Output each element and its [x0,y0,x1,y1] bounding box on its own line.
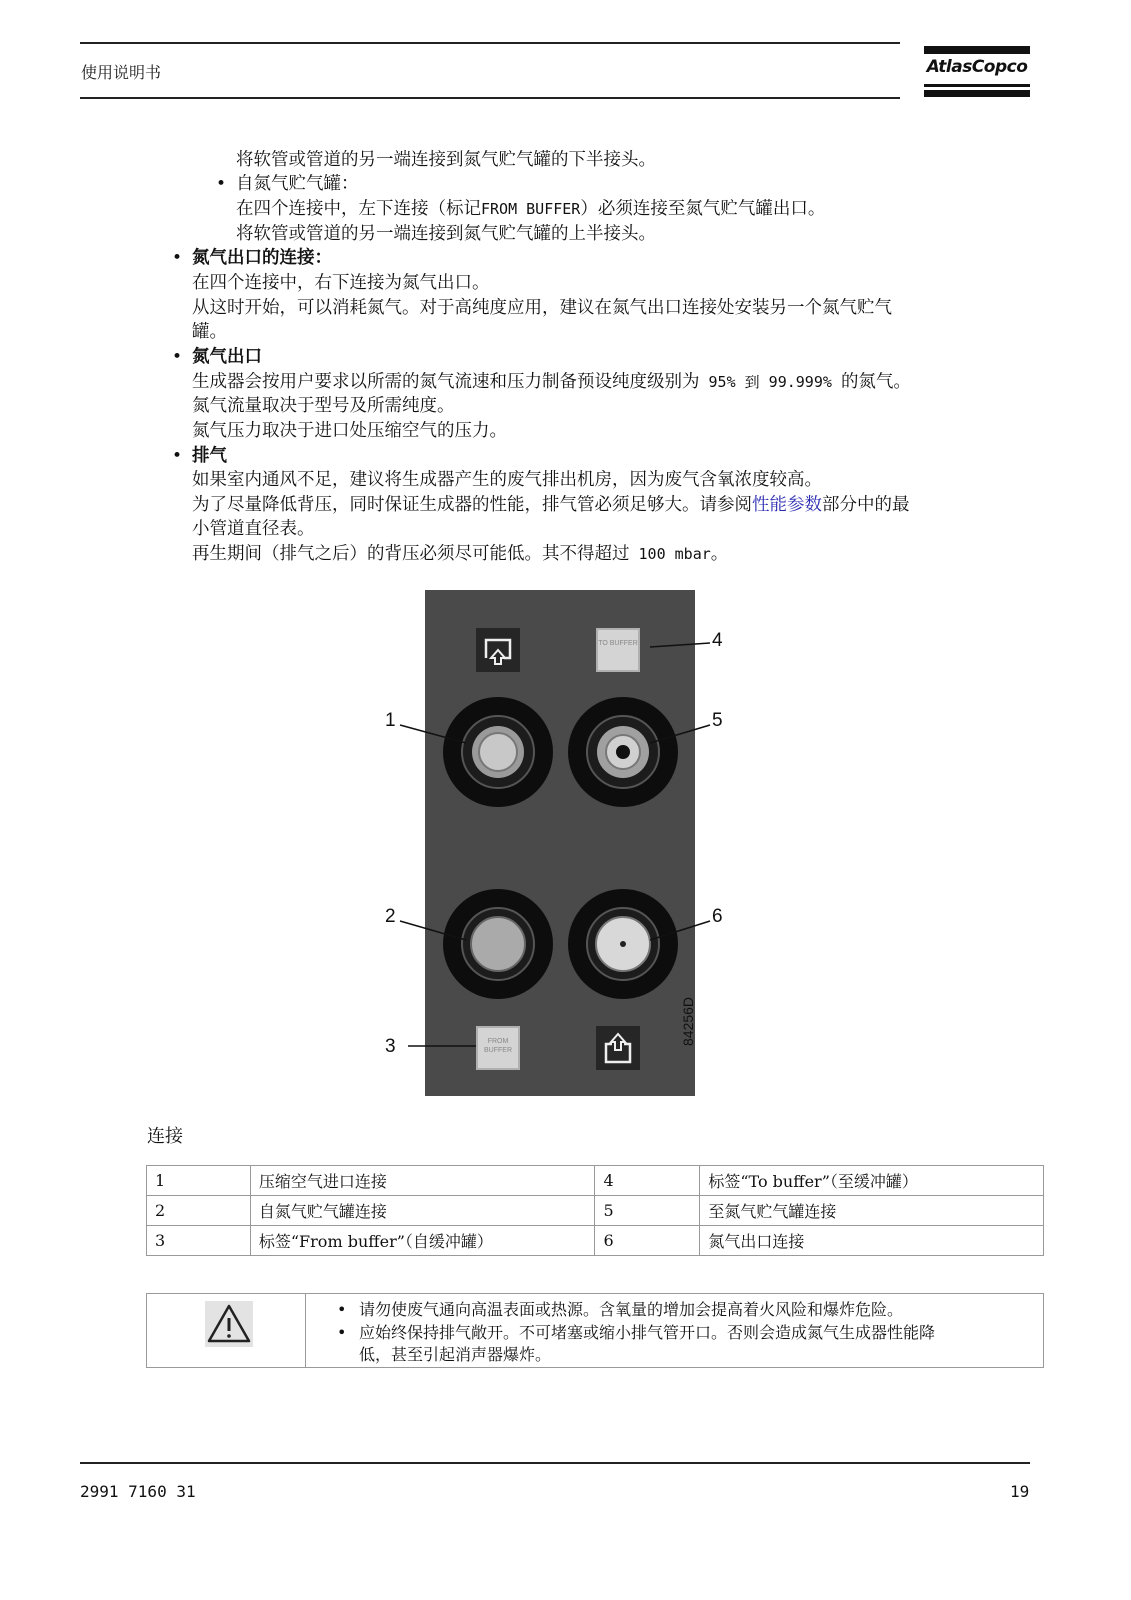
warning-box [146,1293,1044,1368]
callout-2: 2 [385,906,396,927]
logo-text: AtlasCopco [926,57,1028,77]
figure-caption: 连接 [147,1126,183,1147]
header-rule-bottom [80,97,900,99]
table-cell: 5 [595,1196,700,1226]
text-line: 再生期间（排气之后）的背压必须尽可能低。其不得超过 100 mbar。 [192,544,729,564]
connections-figure [380,588,740,1098]
table-cell: 自氮气贮气罐连接 [250,1196,595,1226]
bullet-icon: • [337,1323,347,1342]
text-line: 氮气流量取决于型号及所需纯度。 [192,396,455,416]
table-cell: 6 [595,1226,700,1256]
text-line: 将软管或管道的另一端连接到氮气贮气罐的下半接头。 [236,150,656,170]
section-heading: 排气 [192,446,227,466]
table-cell: 3 [147,1226,251,1256]
bullet-icon: • [337,1300,347,1319]
bullet-icon: • [172,248,183,268]
document-number: 2991 7160 31 [80,1482,196,1501]
connections-table [146,1165,1044,1256]
callout-4: 4 [712,630,723,651]
from-buffer-tag: FROM BUFFER [476,1026,520,1070]
warning-text: 应始终保持排气敞开。不可堵塞或缩小排气管开口。否则会造成氮气生成器性能降 [359,1323,936,1342]
callout-6: 6 [712,906,723,927]
section-heading: 氮气出口的连接： [192,248,332,268]
table-cell: 标签“To buffer”（至缓冲罐） [700,1166,1044,1196]
text-line: 自氮气贮气罐： [236,174,359,194]
table-cell: 至氮气贮气罐连接 [700,1196,1044,1226]
text-line: 将软管或管道的另一端连接到氮气贮气罐的上半接头。 [236,224,656,244]
callout-1: 1 [385,710,396,731]
section-heading: 氮气出口 [192,347,262,367]
footer-rule [80,1462,1030,1464]
text-line: 氮气压力取决于进口处压缩空气的压力。 [192,421,507,441]
text-line: 如果室内通风不足，建议将生成器产生的废气排出机房，因为废气含氧浓度较高。 [192,470,822,490]
table-cell: 4 [595,1166,700,1196]
text-line: 从这时开始，可以消耗氮气。对于高纯度应用，建议在氮气出口连接处安装另一个氮气贮气 [192,298,892,318]
header-rule-top [80,42,900,44]
warning-text: 低，甚至引起消声器爆炸。 [359,1345,552,1364]
table-row [147,1166,1044,1196]
table-cell: 1 [147,1166,251,1196]
bullet-icon: • [172,446,183,466]
warning-divider [305,1294,306,1367]
page-number: 19 [1010,1482,1030,1501]
table-cell: 标签“From buffer”（自缓冲罐） [250,1226,595,1256]
warning-triangle-icon [205,1301,253,1347]
figure-code: 84256D [680,996,696,1046]
warning-text: 请勿使废气通向高温表面或热源。含氧量的增加会提高着火风险和爆炸危险。 [359,1300,904,1319]
to-buffer-tag: TO BUFFER [596,628,640,672]
bullet-icon: • [172,347,183,367]
callout-3: 3 [385,1036,396,1057]
table-row [147,1226,1044,1256]
header-title: 使用说明书 [81,63,162,82]
text-line: 在四个连接中，左下连接（标记FROM BUFFER）必须连接至氮气贮气罐出口。 [236,199,826,219]
bullet-icon: • [216,174,227,194]
callout-5: 5 [712,710,723,731]
table-cell: 2 [147,1196,251,1226]
text-line: 小管道直径表。 [192,519,315,539]
text-line: 生成器会按用户要求以所需的氮气流速和压力制备预设纯度级别为 95% 到 99.999% 的氮气。 [192,372,911,392]
atlas-copco-logo [924,44,1034,100]
text-line: 为了尽量降低背压，同时保证生成器的性能，排气管必须足够大。请参阅性能参数部分中的最 [192,495,910,515]
table-row [147,1196,1044,1226]
performance-data-link[interactable]: 性能参数 [752,495,822,515]
text-line: 罐。 [192,322,227,342]
text-line: 在四个连接中，右下连接为氮气出口。 [192,273,490,293]
table-cell: 压缩空气进口连接 [250,1166,595,1196]
table-cell: 氮气出口连接 [700,1226,1044,1256]
